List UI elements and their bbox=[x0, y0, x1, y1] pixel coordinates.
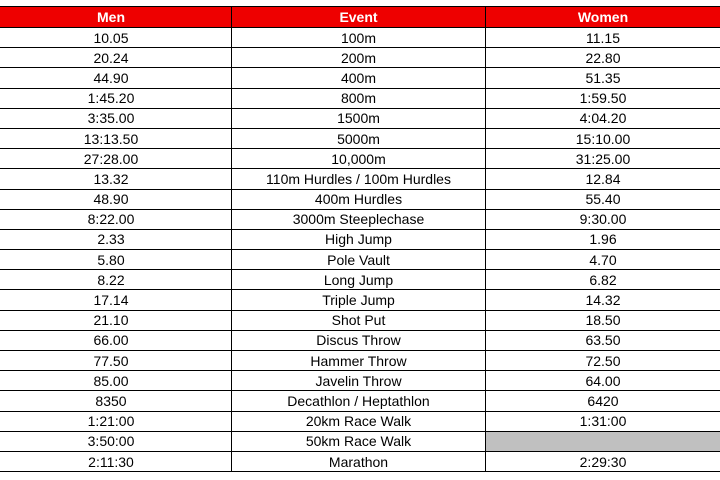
men-cell: 2.33 bbox=[0, 229, 232, 249]
women-cell: 64.00 bbox=[486, 371, 720, 391]
event-cell: Triple Jump bbox=[232, 290, 486, 310]
men-cell: 3:35.00 bbox=[0, 108, 232, 128]
event-cell: 110m Hurdles / 100m Hurdles bbox=[232, 169, 486, 189]
header-row bbox=[0, 7, 720, 28]
women-cell: 14.32 bbox=[486, 290, 720, 310]
table-row bbox=[0, 411, 720, 431]
event-cell: Pole Vault bbox=[232, 250, 486, 270]
table-row bbox=[0, 128, 720, 148]
women-cell: 4:04.20 bbox=[486, 108, 720, 128]
event-cell: Long Jump bbox=[232, 270, 486, 290]
event-cell: Shot Put bbox=[232, 310, 486, 330]
event-cell: 3000m Steeplechase bbox=[232, 209, 486, 229]
table-row bbox=[0, 209, 720, 229]
table-row bbox=[0, 270, 720, 290]
men-cell: 13.32 bbox=[0, 169, 232, 189]
women-cell: 51.35 bbox=[486, 68, 720, 88]
women-cell: 72.50 bbox=[486, 351, 720, 371]
women-cell: 1.96 bbox=[486, 229, 720, 249]
men-cell: 3:50:00 bbox=[0, 431, 232, 451]
event-cell: High Jump bbox=[232, 229, 486, 249]
men-cell: 27:28.00 bbox=[0, 149, 232, 169]
men-cell: 20.24 bbox=[0, 48, 232, 68]
women-cell-empty bbox=[486, 431, 720, 451]
women-cell: 1:59.50 bbox=[486, 88, 720, 108]
men-cell: 8.22 bbox=[0, 270, 232, 290]
men-cell: 44.90 bbox=[0, 68, 232, 88]
table-row bbox=[0, 351, 720, 371]
header-men: Men bbox=[0, 7, 232, 28]
table-row bbox=[0, 88, 720, 108]
event-cell: 50km Race Walk bbox=[232, 431, 486, 451]
table-row bbox=[0, 28, 720, 48]
men-cell: 21.10 bbox=[0, 310, 232, 330]
table-row bbox=[0, 250, 720, 270]
women-cell: 1:31:00 bbox=[486, 411, 720, 431]
women-cell: 6.82 bbox=[486, 270, 720, 290]
table-row bbox=[0, 48, 720, 68]
header-women: Women bbox=[486, 7, 720, 28]
women-cell: 15:10.00 bbox=[486, 128, 720, 148]
table-row bbox=[0, 229, 720, 249]
men-cell: 48.90 bbox=[0, 189, 232, 209]
event-cell: Hammer Throw bbox=[232, 351, 486, 371]
event-cell: 800m bbox=[232, 88, 486, 108]
event-cell: Decathlon / Heptathlon bbox=[232, 391, 486, 411]
table-row bbox=[0, 149, 720, 169]
event-cell: 400m Hurdles bbox=[232, 189, 486, 209]
men-cell: 17.14 bbox=[0, 290, 232, 310]
women-cell: 55.40 bbox=[486, 189, 720, 209]
event-cell: 5000m bbox=[232, 128, 486, 148]
table-row bbox=[0, 431, 720, 451]
table-row bbox=[0, 189, 720, 209]
event-cell: Javelin Throw bbox=[232, 371, 486, 391]
table-row bbox=[0, 451, 720, 471]
men-cell: 1:45.20 bbox=[0, 88, 232, 108]
event-cell: 400m bbox=[232, 68, 486, 88]
women-cell: 4.70 bbox=[486, 250, 720, 270]
men-cell: 8350 bbox=[0, 391, 232, 411]
event-cell: Marathon bbox=[232, 451, 486, 471]
women-cell: 63.50 bbox=[486, 330, 720, 350]
event-cell: 100m bbox=[232, 28, 486, 48]
event-cell: 1500m bbox=[232, 108, 486, 128]
table-body bbox=[0, 28, 720, 472]
women-cell: 9:30.00 bbox=[486, 209, 720, 229]
table-row bbox=[0, 68, 720, 88]
men-cell: 1:21:00 bbox=[0, 411, 232, 431]
table-row bbox=[0, 108, 720, 128]
table-row bbox=[0, 310, 720, 330]
women-cell: 12.84 bbox=[486, 169, 720, 189]
women-cell: 6420 bbox=[486, 391, 720, 411]
women-cell: 2:29:30 bbox=[486, 451, 720, 471]
men-cell: 5.80 bbox=[0, 250, 232, 270]
men-cell: 77.50 bbox=[0, 351, 232, 371]
table-row bbox=[0, 290, 720, 310]
results-table bbox=[0, 6, 720, 472]
men-cell: 13:13.50 bbox=[0, 128, 232, 148]
men-cell: 10.05 bbox=[0, 28, 232, 48]
women-cell: 18.50 bbox=[486, 310, 720, 330]
event-cell: Discus Throw bbox=[232, 330, 486, 350]
event-cell: 10,000m bbox=[232, 149, 486, 169]
men-cell: 8:22.00 bbox=[0, 209, 232, 229]
men-cell: 2:11:30 bbox=[0, 451, 232, 471]
header-event: Event bbox=[232, 7, 486, 28]
table-row bbox=[0, 371, 720, 391]
table-row bbox=[0, 391, 720, 411]
table-row bbox=[0, 330, 720, 350]
event-cell: 20km Race Walk bbox=[232, 411, 486, 431]
women-cell: 22.80 bbox=[486, 48, 720, 68]
table-row bbox=[0, 169, 720, 189]
men-cell: 85.00 bbox=[0, 371, 232, 391]
women-cell: 11.15 bbox=[486, 28, 720, 48]
women-cell: 31:25.00 bbox=[486, 149, 720, 169]
event-cell: 200m bbox=[232, 48, 486, 68]
men-cell: 66.00 bbox=[0, 330, 232, 350]
